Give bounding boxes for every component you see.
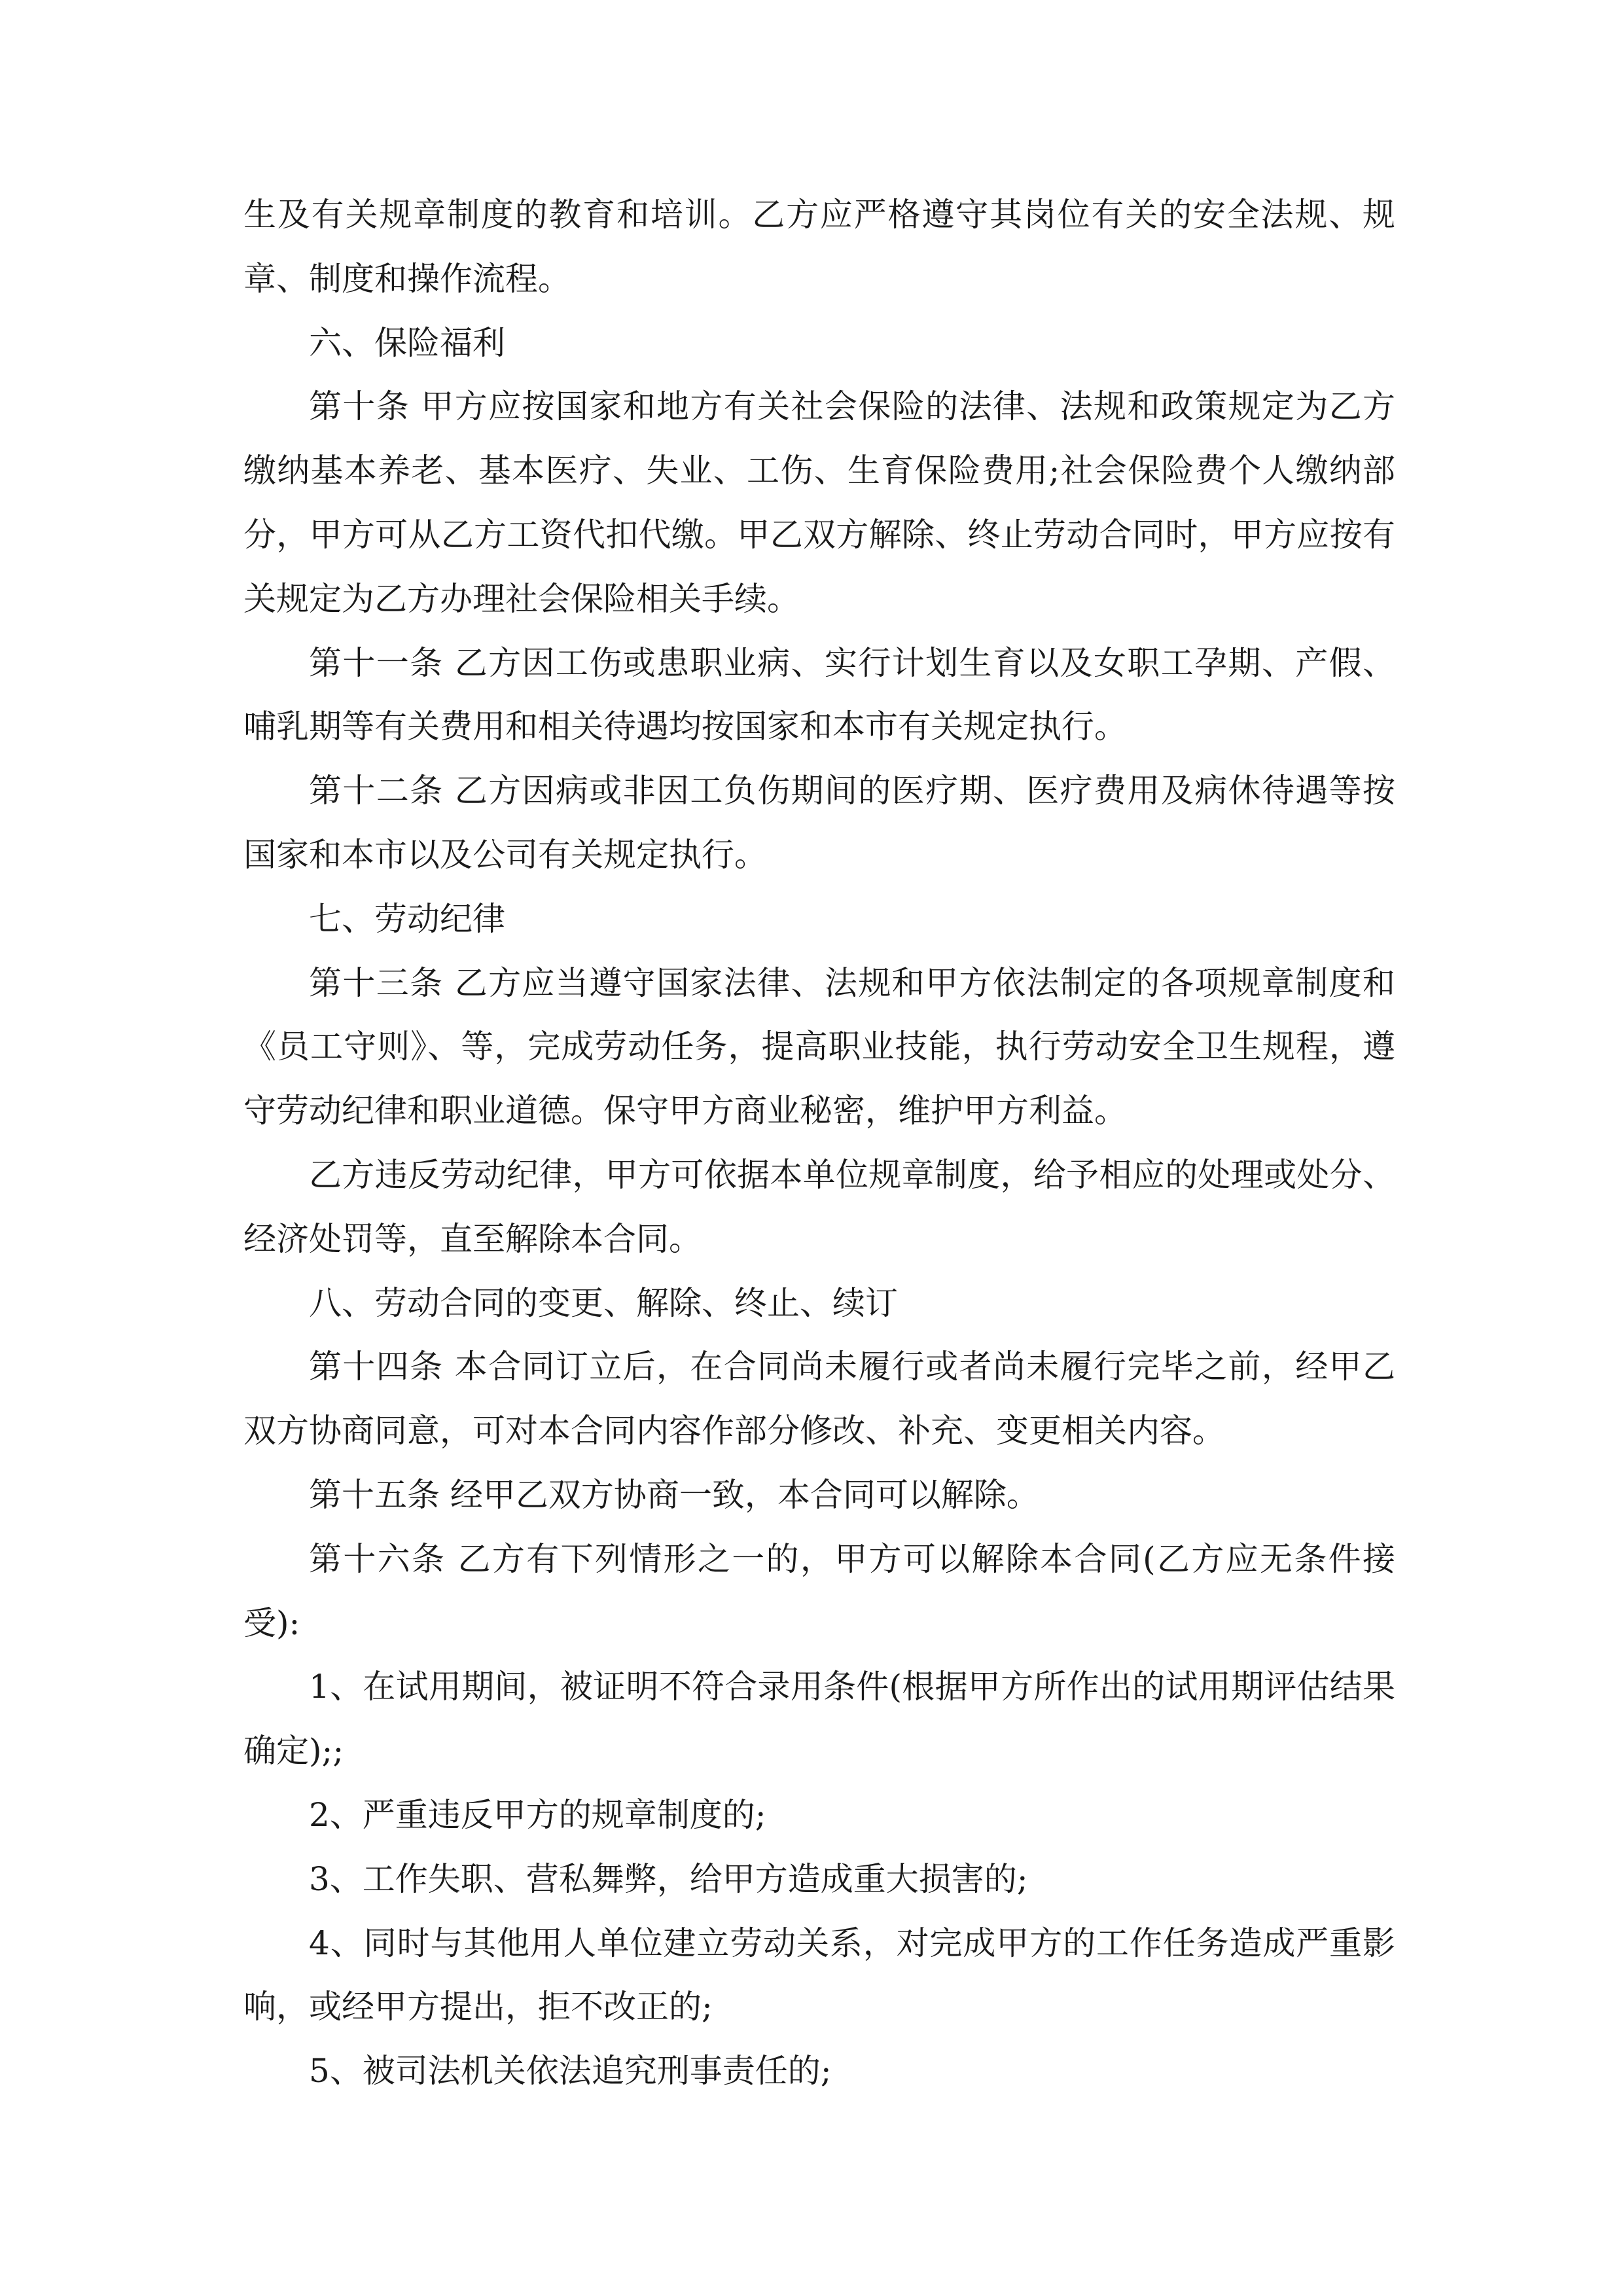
- list-item-1: 1、在试用期间，被证明不符合录用条件(根据甲方所作出的试用期评估结果确定);;: [243, 1668, 1395, 1770]
- list-item-5: 5、被司法机关依法追究刑事责任的;: [309, 2052, 832, 2090]
- section-heading-insurance: 六、保险福利: [309, 323, 505, 362]
- list-item-3: 3、工作失职、营私舞弊，给甲方造成重大损害的;: [309, 1859, 1028, 1898]
- article-16: 第十六条 乙方有下列情形之一的，甲方可以解除本合同(乙方应无条件接受):: [243, 1539, 1395, 1642]
- article-11: 第十一条 乙方因工伤或患职业病、实行计划生育以及女职工孕期、产假、哺乳期等有关费用和相关待遇均按国家和本市有关规定执行。: [243, 643, 1395, 746]
- article-15: 第十五条 经甲乙双方协商一致，本合同可以解除。: [309, 1475, 1039, 1514]
- article-12: 第十二条 乙方因病或非因工负伤期间的医疗期、医疗费用及病休待遇等按国家和本市以及公司有关规定执行。: [243, 772, 1395, 874]
- discipline-violation-paragraph: 乙方违反劳动纪律，甲方可依据本单位规章制度，给予相应的处理或处分、经济处罚等，直至解除本合同。: [243, 1155, 1395, 1258]
- article-14: 第十四条 本合同订立后，在合同尚未履行或者尚未履行完毕之前，经甲乙双方协商同意，可对本合同内容作部分修改、补充、变更相关内容。: [243, 1348, 1395, 1450]
- paragraph-continuation: 生及有关规章制度的教育和培训。乙方应严格遵守其岗位有关的安全法规、规章、制度和操作流程。: [243, 196, 1395, 298]
- section-heading-discipline: 七、劳动纪律: [309, 899, 505, 938]
- list-item-4: 4、同时与其他用人单位建立劳动关系，对完成甲方的工作任务造成严重影响，或经甲方提出，拒不改正的;: [243, 1924, 1395, 2026]
- document-body: [243, 183, 1395, 2104]
- section-heading-contract-changes: 八、劳动合同的变更、解除、终止、续订: [309, 1283, 898, 1322]
- article-10: 第十条 甲方应按国家和地方有关社会保险的法律、法规和政策规定为乙方缴纳基本养老、基本医疗、失业、工伤、生育保险费用;社会保险费个人缴纳部分，甲方可从乙方工资代扣代缴。甲乙双方解除、终止劳动合同时，甲方应按有关规定为乙方办理社会保险相关手续。: [243, 387, 1395, 618]
- article-13: 第十三条 乙方应当遵守国家法律、法规和甲方依法制定的各项规章制度和《员工守则》、等，完成劳动任务，提高职业技能，执行劳动安全卫生规程，遵守劳动纪律和职业道德。保守甲方商业秘密，维护甲方利益。: [243, 963, 1395, 1130]
- list-item-2: 2、严重违反甲方的规章制度的;: [309, 1795, 766, 1834]
